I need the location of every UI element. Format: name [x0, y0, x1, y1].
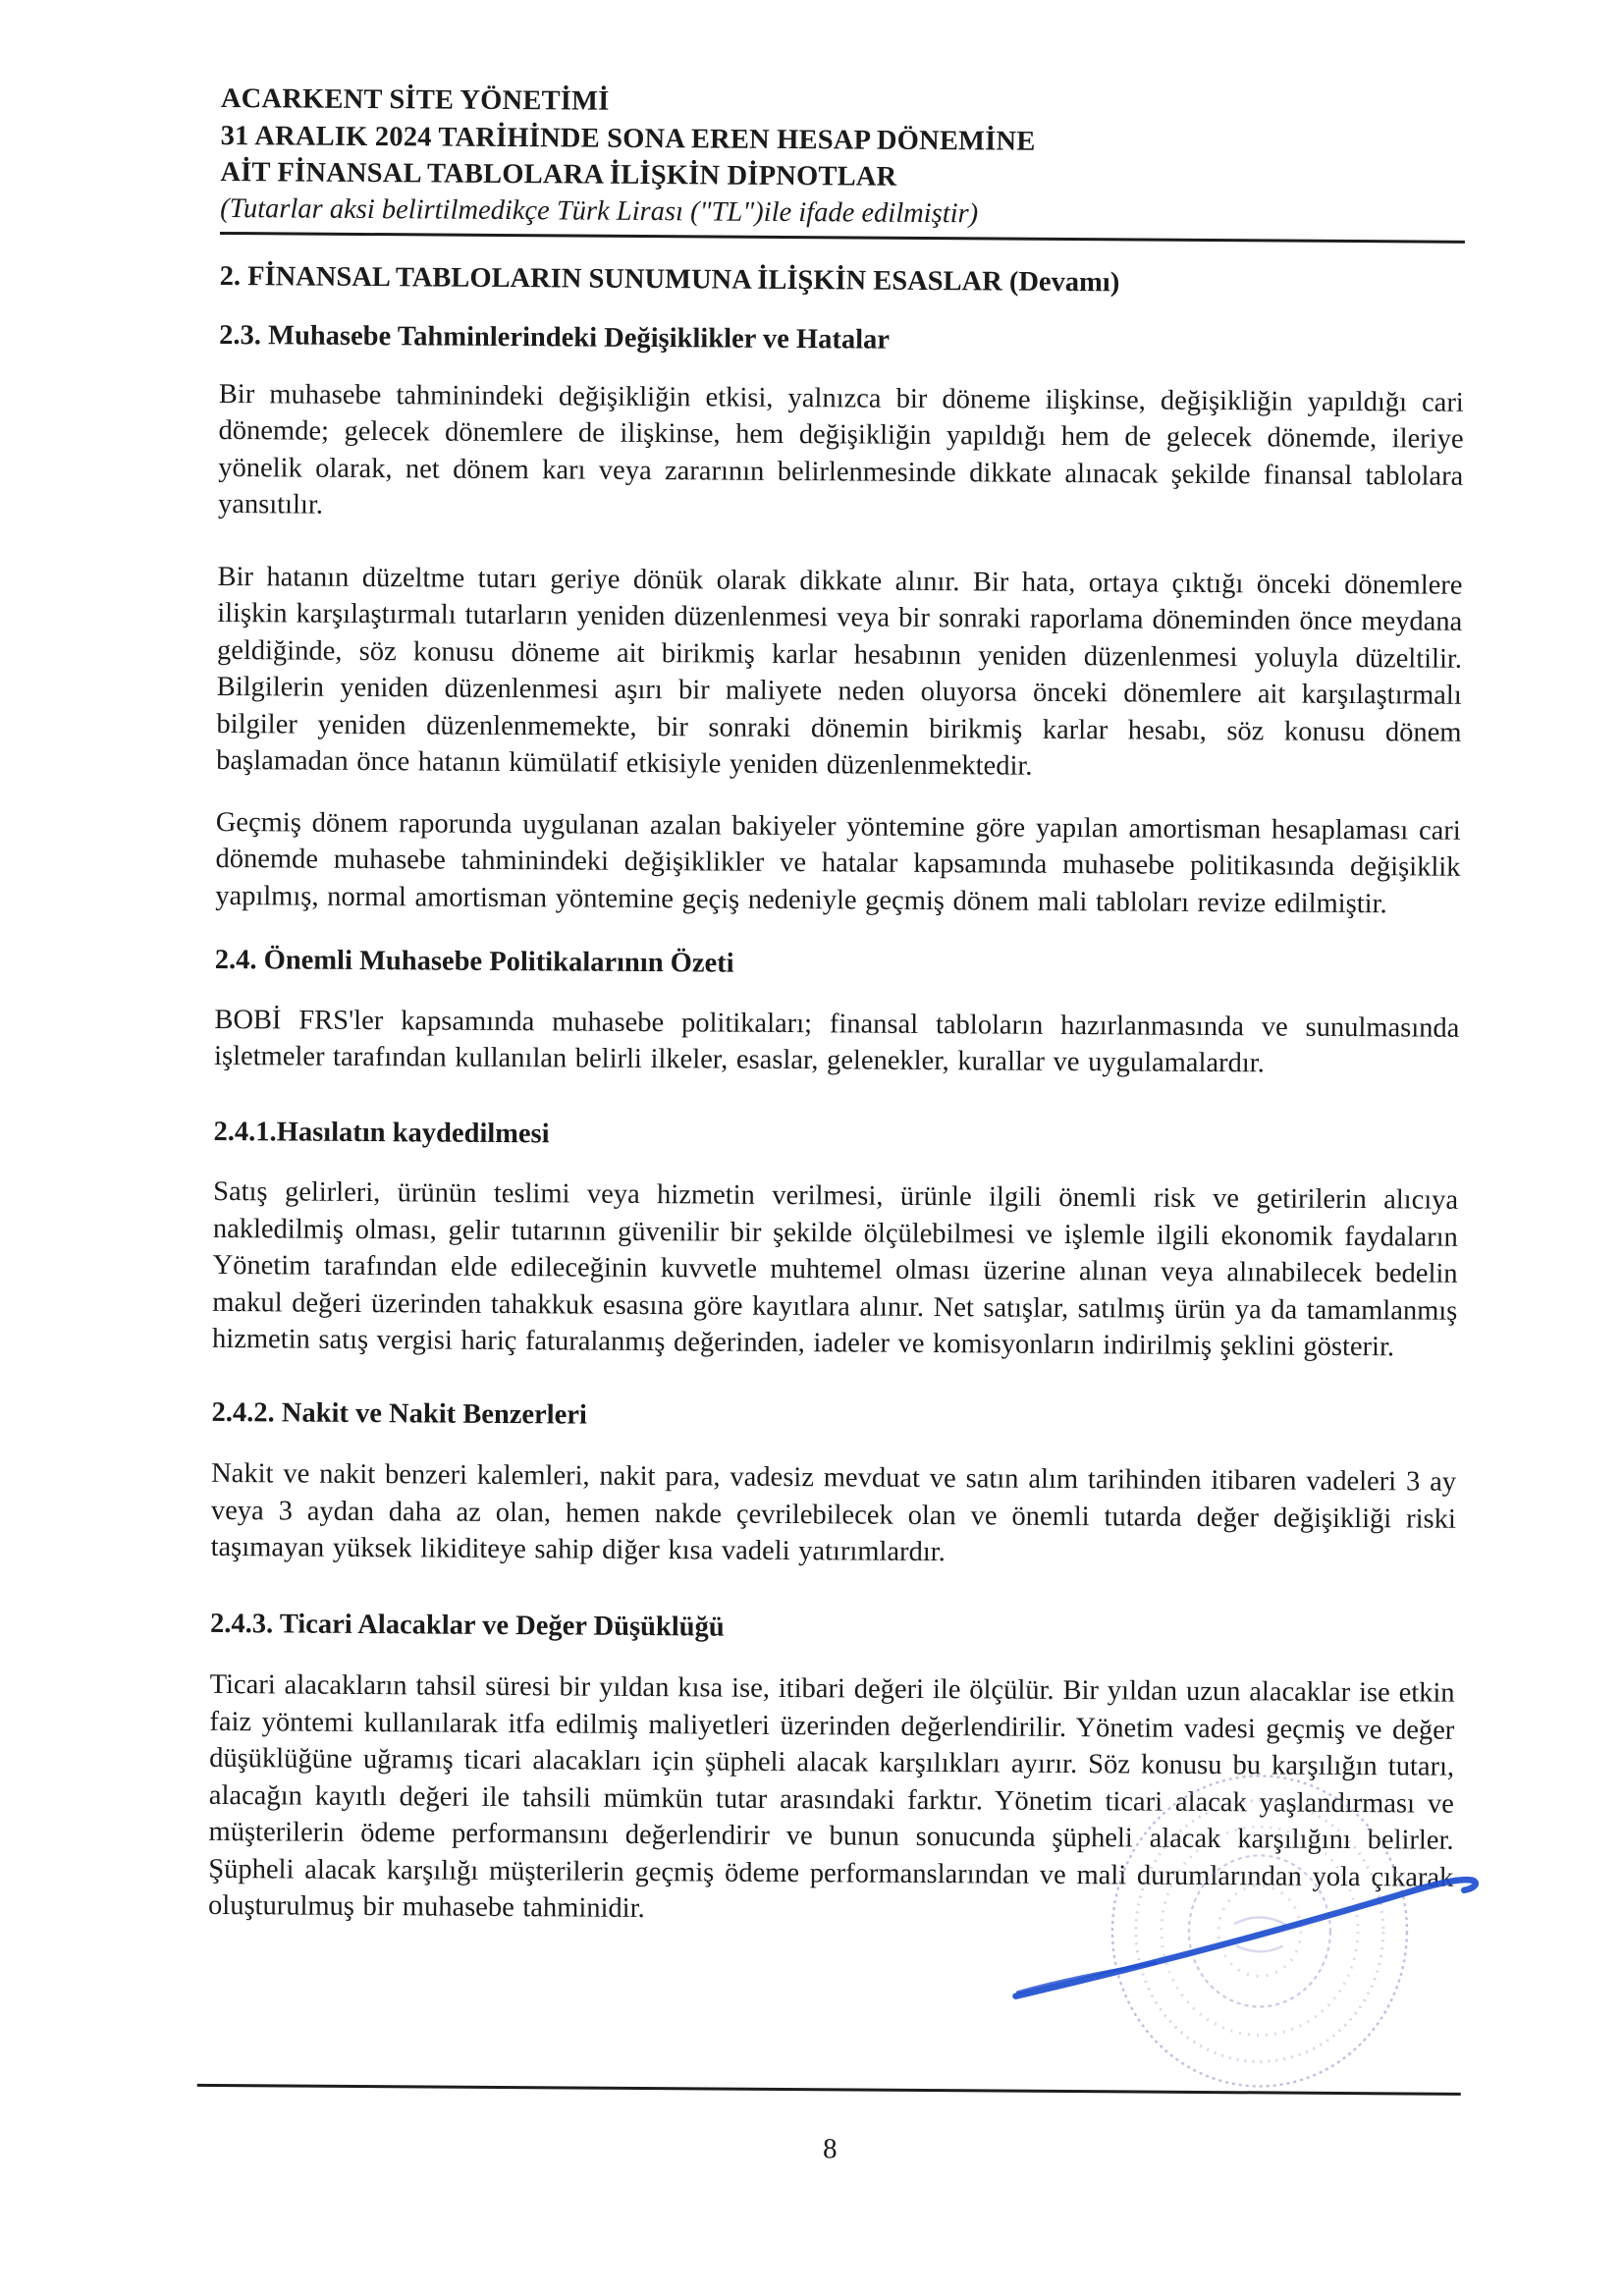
paragraph-cash-equivalents: Nakit ve nakit benzeri kalemleri, nakit para, vadesiz mevduat ve satın alım tarihinden itibaren vadeleri 3 ay veya 3 aydan daha az olan, hemen nakde çevrilebilecek olan ve önemli tutarda değer değişikliği riski taşımayan yüksek likiditeye sahip diğer kısa vadeli yatırımlardır. — [210, 1457, 1457, 1568]
section-heading-2-4-3: 2.4.3. Ticari Alacaklar ve Değer Düşüklüğü — [209, 1608, 725, 1643]
section-heading-2-3: 2.3. Muhasebe Tahminlerindeki Değişiklikler ve Hatalar — [219, 319, 891, 355]
section-heading-2-4: 2.4. Önemli Muhasebe Politikalarının Özeti — [214, 944, 734, 979]
section-heading-2-4-2: 2.4.2. Nakit ve Nakit Benzerleri — [211, 1396, 588, 1431]
paragraph-revenue-recognition: Satış gelirleri, ürünün teslimi veya hizmetin verilmesi, ürünle ilgili önemli risk ve getirilerin alıcıya nakledilmiş olması, gelir tutarının güvenilir bir şekilde ölçülebilmesi ve işlemle ilgili ekonomik faydaların Yönetim tarafından elde edileceğinin kuvvetle muhtemel olması üzerine alınan veya alınabilecek bedelin makul değeri üzerinden tahakkuk esasına göre kayıtlara alınır. Net satışlar, satılmış ürün ya da tamamlanmış hizmetin satış vergisi hariç faturalanmış değerinden, iadeler ve komisyonların indirilmiş şeklini gösterir. — [212, 1175, 1459, 1363]
header-notes-line: AİT FİNANSAL TABLOLARA İLİŞKİN DİPNOTLAR — [220, 156, 897, 192]
paragraph-error-correction: Bir hatanın düzeltme tutarı geriye dönük olarak dikkate alınır. Bir hata, ortaya çıktığı önceki dönemlere ilişkin karşılaştırmalı tutarların yeniden düzenlenmesi veya bir sonraki raporlama döneminden önce meydana geldiğinde, söz konusu döneme ait birikmiş karlar hesabının yeniden düzenlenmesi yoluyla düzeltilir. Bilgilerin yeniden düzenlenmesi aşırı bir maliyete neden oluyorsa önceki dönemlere ait karşılaştırmalı bilgiler yeniden düzenlenmemekte, bir sonraki dönemin birikmiş karlar hesabı, söz konusu dönem başlamadan önce hatanın kümülatif etkisiyle yeniden düzenlenmektedir. — [216, 561, 1463, 782]
footer-rule — [197, 2084, 1461, 2096]
section-heading-main: 2. FİNANSAL TABLOLARIN SUNUMUNA İLİŞKİN ESASLAR (Devamı) — [219, 260, 1120, 298]
doc-header — [220, 81, 1466, 243]
paragraph-trade-receivables: Ticari alacakların tahsil süresi bir yıldan kısa ise, itibari değeri ile ölçülür. Bir yıldan uzun alacaklar ise etkin faiz yöntemi kullanılarak itfa edilmiş maliyetleri üzerinden değerlendirilir. Yönetim vadesi geçmiş ve değer düşüklüğüne uğramış ticari alacakları için şüpheli alacak karşılıkları ayırır. Söz konusu bu karşılığın tutarı, alacağın kayıtlı değeri ile tahsili mümkün tutar arasındaki farktır. Yönetim ticari alacak yaşlandırması ve müşterilerin ödeme performansını değerlendirir ve bunun sonucunda şüpheli alacak karşılığını belirler. Şüpheli alacak karşılığı müşterilerin geçmiş ödeme performanslarından ve mali durumlarından yola çıkarak oluşturulmuş bir muhasebe tahminidir. — [207, 1668, 1455, 1925]
header-period-line: 31 ARALIK 2024 TARİHİNDE SONA EREN HESAP DÖNEMİNE — [220, 120, 1036, 157]
paragraph-bobi-frs: BOBİ FRS'ler kapsamında muhasebe politikaları; finansal tabloların hazırlanmasında ve sunulmasında işletmeler tarafından kullanılan belirli ilkeler, esaslar, gelenekler, kurallar ve uygulamalardır. — [214, 1004, 1460, 1079]
page-number: 8 — [823, 2133, 838, 2165]
paragraph-depreciation-revision: Geçmiş dönem raporunda uygulanan azalan bakiyeler yöntemine göre yapılan amortisman hesaplaması cari dönemde muhasebe tahminindeki değişiklikler ve hatalar kapsamında muhasebe politikasında değişiklik yapılmış, normal amortisman yöntemine geçiş nedeniyle geçmiş dönem mali tabloları revize edilmiştir. — [215, 806, 1461, 919]
header-company-name: ACARKENT SİTE YÖNETİMİ — [220, 82, 610, 117]
paragraph-estimate-effect: Bir muhasebe tahminindeki değişikliğin etkisi, yalnızca bir döneme ilişkinse, değişikliğin yapıldığı cari dönemde; gelecek dönemlere de ilişkinse, hem değişikliğin yapıldığı hem de gelecek dönemde, ileriye yönelik olarak, net dönem karı veya zararının belirlenmesinde dikkate alınacak şekilde finansal tablolara yansıtılır. — [217, 378, 1464, 520]
header-currency-note: (Tutarlar aksi belirtilmedikçe Türk Lirası ("TL")ile ifade edilmiştir) — [220, 191, 1465, 243]
document-content — [208, 0, 1467, 1933]
section-heading-2-4-1: 2.4.1.Hasılatın kaydedilmesi — [213, 1116, 550, 1149]
